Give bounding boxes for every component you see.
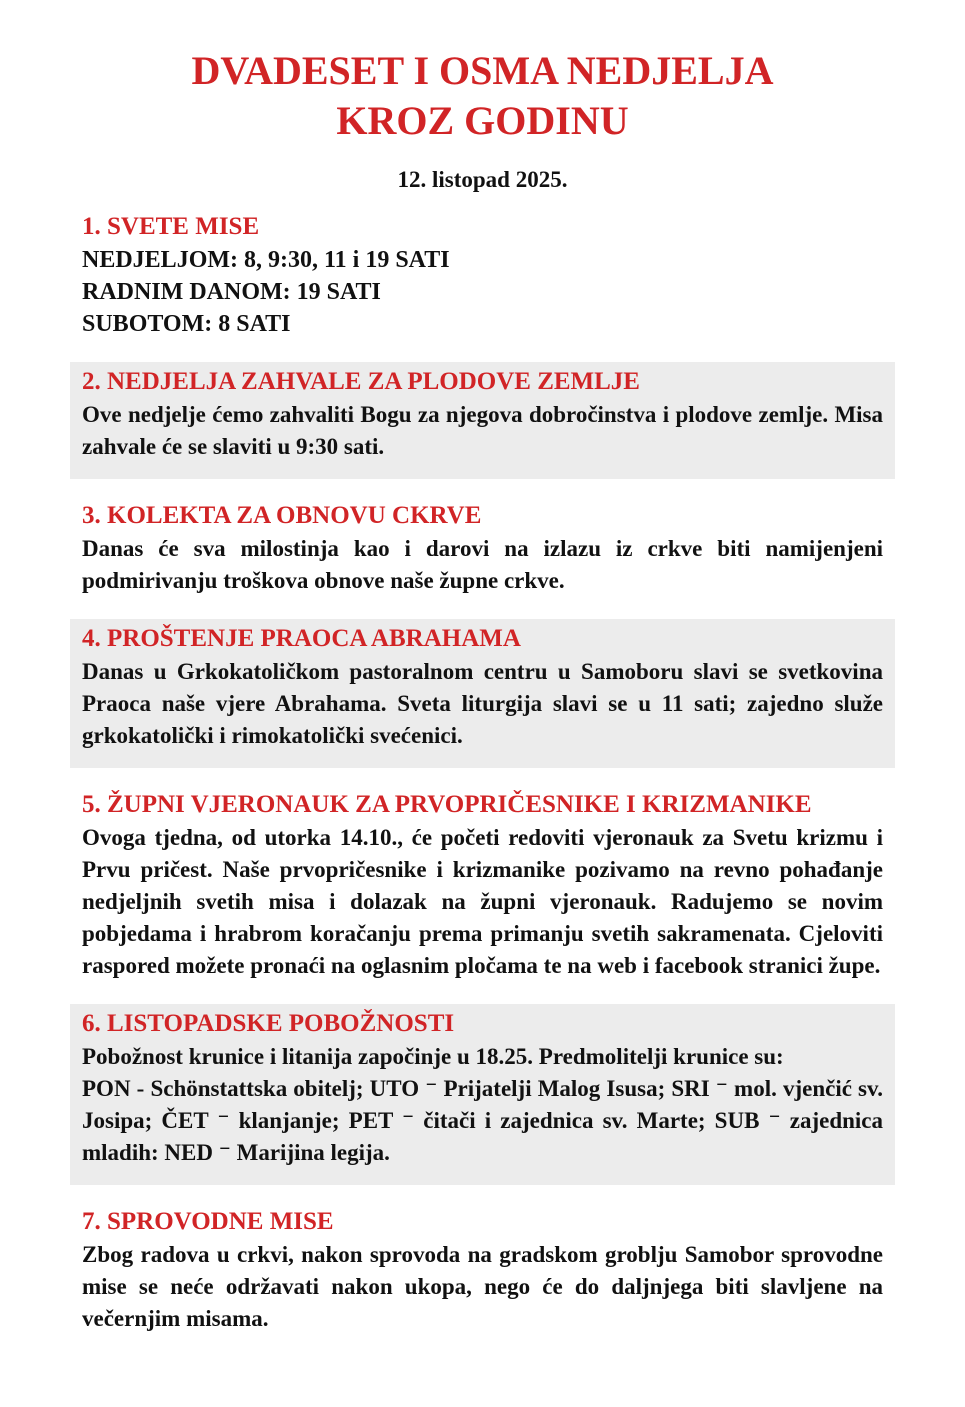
section-body <box>82 656 883 752</box>
section-heading: 6. LISTOPADSKE POBOŽNOSTI <box>82 1010 455 1037</box>
section-heading: 4. PROŠTENJE PRAOCA ABRAHAMA <box>82 625 521 652</box>
section-paragraph: Danas će sva milostinja kao i darovi na izlazu iz crkve biti namijenjeni podmirivanju troškova obnove naše župne crkve. <box>82 536 883 593</box>
bulletin-section <box>82 790 883 982</box>
schedule-line: SUBOTOM: 8 SATI <box>82 311 291 337</box>
bulletin-section <box>70 1004 895 1185</box>
section-paragraph: Zbog radova u crkvi, nakon sprovoda na gradskom groblju Samobor sprovodne mise se neće održavati nakon ukopa, nego će do daljnjega biti slavljene na večernjim misama. <box>82 1242 883 1331</box>
bulletin-date: 12. listopad 2025. <box>397 167 568 192</box>
section-body <box>82 1239 883 1335</box>
schedule-line: RADNIM DANOM: 19 SATI <box>82 279 381 305</box>
section-paragraph: Ovoga tjedna, od utorka 14.10., će početi redoviti vjeronauk za Svetu krizmu i Prvu pričest. Naše prvopričesnike i krizmanike pozivamo na revno pohađanje nedjeljnih svetih misa i dolazak na župni vjeronauk. Radujemo se novim pobjedama i hrabrom koračanju prema primanju svetih sakramenata. Cjeloviti raspored možete pronaći na oglasnim pločama te na web i facebook stranici župe. <box>82 825 883 978</box>
schedule-line: NEDJELJOM: 8, 9:30, 11 i 19 SATI <box>82 247 450 273</box>
section-paragraph: Danas u Grkokatoličkom pastoralnom centru u Samoboru slavi se svetkovina Praoca naše vjere Abrahama. Sveta liturgija slavi se u 11 sati; zajedno služe grkokatolički i rimokatolički svećenici. <box>82 659 883 748</box>
section-heading: 5. ŽUPNI VJERONAUK ZA PRVOPRIČESNIKE I KRIZMANIKE <box>82 791 812 818</box>
section-paragraph: Pobožnost krunice i litanija započinje u 18.25. Predmolitelji krunice su: <box>82 1044 784 1069</box>
section-heading: 3. KOLEKTA ZA OBNOVU CKRVE <box>82 502 482 529</box>
page-title-line-2: KROZ GODINU <box>336 98 629 143</box>
section-heading: 1. SVETE MISE <box>82 213 260 240</box>
section-heading: 7. SPROVODNE MISE <box>82 1208 334 1235</box>
section-body <box>82 1041 883 1169</box>
section-body <box>82 399 883 463</box>
section-paragraph: Ove nedjelje ćemo zahvaliti Bogu za njegova dobročinstva i plodove zemlje. Misa zahvale će se slaviti u 9:30 sati. <box>82 402 883 459</box>
section-heading: 2. NEDJELJA ZAHVALE ZA PLODOVE ZEMLJE <box>82 368 640 395</box>
bulletin-section <box>70 362 895 479</box>
section-paragraph: PON - Schönstattska obitelj; UTO ⁻ Prijatelji Malog Isusa; SRI ⁻ mol. vjenčić sv. Josipa; ČET ⁻ klanjanje; PET ⁻ čitači i zajednica sv. Marte; SUB ⁻ zajednica mladih: NED ⁻ Marijina legija. <box>82 1076 883 1165</box>
page-title <box>82 46 883 146</box>
section-body <box>82 822 883 982</box>
section-body <box>82 533 883 597</box>
bulletin-section <box>82 212 883 340</box>
sections <box>82 212 883 1335</box>
page-title-line-1: DVADESET I OSMA NEDJELJA <box>191 48 774 93</box>
bulletin-section <box>82 501 883 597</box>
bulletin-section <box>70 619 895 768</box>
bulletin-section <box>82 1207 883 1335</box>
section-body <box>82 244 883 340</box>
